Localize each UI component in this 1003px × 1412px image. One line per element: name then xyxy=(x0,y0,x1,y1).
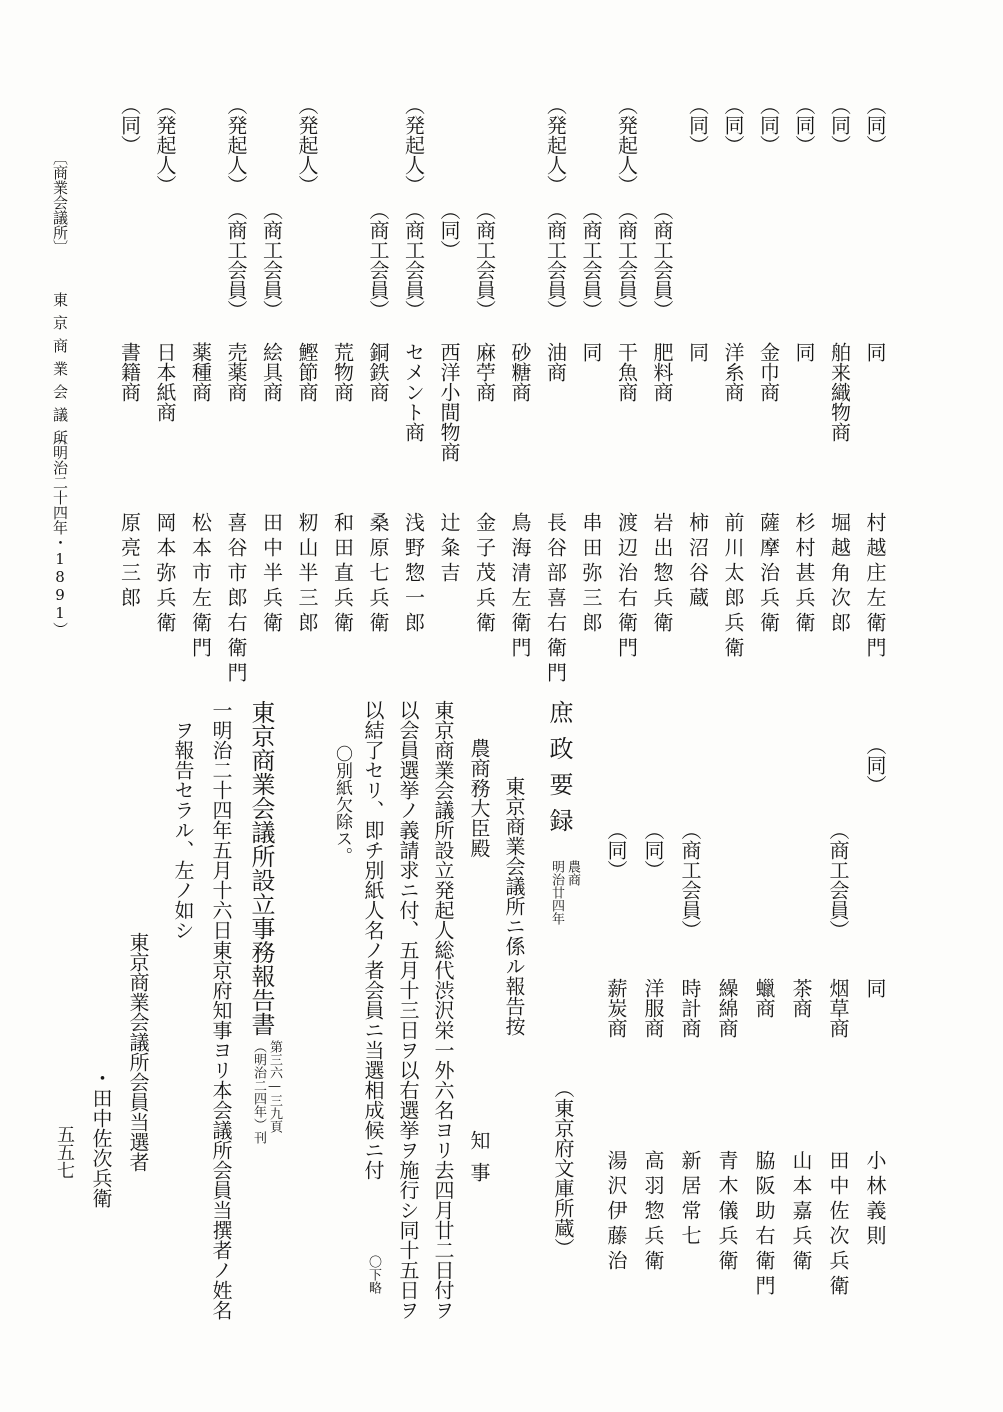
member-trade: 同 xyxy=(685,342,710,362)
member-trade: 肥料商 xyxy=(650,342,674,402)
member-group: （商工会員） xyxy=(366,200,390,320)
member-trade: 麻苧商 xyxy=(472,342,497,402)
member-role: （同） xyxy=(721,95,745,155)
member-name: 串田弥三郎 xyxy=(579,512,603,637)
member-lower-trade: 茶商 xyxy=(789,978,813,1018)
report-meta-line2: （明治二四年）刊 xyxy=(251,1040,266,1144)
shomu-sender: 知事 xyxy=(467,1130,491,1194)
member-lower-group: （同） xyxy=(641,820,665,880)
member-role: （同） xyxy=(863,95,887,155)
member-name: 村越庄左衛門 xyxy=(863,512,887,662)
member-group: （商工会員） xyxy=(650,200,674,320)
member-role: （同） xyxy=(685,95,710,155)
shomu-tag-line2: 明治廿四年 xyxy=(549,860,564,925)
member-lower-trade: 繰綿商 xyxy=(715,978,739,1038)
member-name: 辻粂吉 xyxy=(437,512,461,587)
member-role: （同） xyxy=(756,95,781,155)
member-trade: 干魚商 xyxy=(614,342,639,402)
member-name: 堀越角次郎 xyxy=(827,512,852,637)
member-lower-trade: 洋服商 xyxy=(641,978,665,1038)
member-trade: 油商 xyxy=(543,342,568,382)
member-name: 田中半兵衛 xyxy=(259,512,284,637)
member-name: 浅野惣一郎 xyxy=(401,512,426,637)
member-trade: 書籍商 xyxy=(117,342,142,402)
member-trade: 金巾商 xyxy=(756,342,781,402)
member-trade: 鰹節商 xyxy=(295,342,319,402)
shomu-subject: 東京商業会議所ニ係ル報告按 xyxy=(502,776,526,1036)
member-trade: 日本紙商 xyxy=(153,342,177,422)
member-lower-name: 青木儀兵衛 xyxy=(715,1150,739,1275)
member-trade: 同 xyxy=(792,342,816,362)
member-role: （発起人） xyxy=(401,95,426,195)
member-lower-name: 小林義則 xyxy=(863,1150,887,1250)
member-name: 原亮三郎 xyxy=(117,512,142,612)
member-trade: 銅鉄商 xyxy=(366,342,390,402)
member-name: 松本市左衛門 xyxy=(188,512,213,662)
member-lower-name: 山本嘉兵衛 xyxy=(789,1150,813,1275)
header-title: 東京商業会議所 xyxy=(51,292,69,453)
member-name: 長谷部喜右衛門 xyxy=(543,512,568,687)
member-name: 和田直兵衛 xyxy=(330,512,355,637)
shomu-body-1: 東京商業会議所設立発起人総代渋沢栄一外六名ヨリ去四月廿二日付ヲ xyxy=(431,700,455,1320)
member-lower-name: 高羽惣兵衛 xyxy=(641,1150,665,1275)
member-role: （発起人） xyxy=(614,95,639,195)
member-trade: セメント商 xyxy=(401,342,426,442)
member-lower-trade: 時計商 xyxy=(678,978,702,1038)
member-lower-trade: 薪炭商 xyxy=(604,978,628,1038)
member-role: （発起人） xyxy=(295,95,319,195)
report-title: 東京商業会議所設立事務報告書 xyxy=(247,700,275,1036)
member-name: 岩出惣兵衛 xyxy=(650,512,674,637)
member-role: （発起人） xyxy=(543,95,568,195)
member-lower-name: 田中佐次兵衛 xyxy=(826,1150,850,1300)
member-name: 杉村甚兵衛 xyxy=(792,512,816,637)
member-name: 籾山半三郎 xyxy=(295,512,319,637)
member-name: 金子茂兵衛 xyxy=(472,512,497,637)
shomu-tag-line1: 農商 xyxy=(565,860,580,886)
member-group: （商工会員） xyxy=(579,200,603,320)
shomu-attachment-note: 〇別紙欠除ス。 xyxy=(332,745,352,864)
member-group: （商工会員） xyxy=(259,200,284,320)
header-era: （明治二十四年・1891） xyxy=(51,430,69,637)
member-group: （同） xyxy=(437,200,461,260)
member-role: （同） xyxy=(827,95,852,155)
report-list-first: ・田中佐次兵衛 xyxy=(89,1068,113,1208)
member-trade: 荒物商 xyxy=(330,342,355,402)
report-list-heading: 東京商業会議所会員当選者 xyxy=(126,932,150,1172)
member-name: 鳥海清左衛門 xyxy=(508,512,532,662)
member-name: 前川太郎兵衛 xyxy=(721,512,745,662)
member-lower-trade: 同 xyxy=(863,978,887,998)
page-number: 五五七 xyxy=(54,1125,75,1179)
report-body-1: 一明治二十四年五月十六日東京府知事ヨリ本会議所会員当撰者ノ姓名 xyxy=(209,700,233,1320)
member-trade: 洋糸商 xyxy=(721,342,745,402)
member-trade: 売薬商 xyxy=(224,342,248,402)
member-group: （商工会員） xyxy=(614,200,639,320)
member-group: （商工会員） xyxy=(543,200,568,320)
member-lower-trade: 蠟商 xyxy=(752,978,776,1018)
member-lower-name: 脇阪助右衛門 xyxy=(752,1150,776,1300)
member-role: （同） xyxy=(792,95,816,155)
member-trade: 西洋小間物商 xyxy=(437,342,461,462)
member-trade: 舶来織物商 xyxy=(827,342,852,442)
member-name: 柿沼谷蔵 xyxy=(685,512,710,612)
member-trade: 絵具商 xyxy=(259,342,284,402)
report-body-2: ヲ報告セラル、左ノ如シ xyxy=(171,720,195,940)
member-trade: 同 xyxy=(579,342,603,362)
member-role: （発起人） xyxy=(224,95,248,195)
shomu-body-3: 以結了セリ、即チ別紙人名ノ者会員ニ当選相成候ニ付 xyxy=(361,700,385,1180)
member-name: 喜谷市郎右衛門 xyxy=(224,512,248,687)
member-trade: 薬種商 xyxy=(188,342,213,402)
member-lower-role: （同） xyxy=(863,735,887,795)
shomu-addressee: 農商務大臣殿 xyxy=(467,738,491,858)
member-name: 薩摩治兵衛 xyxy=(756,512,781,637)
member-lower-group: （商工会員） xyxy=(678,820,702,940)
member-lower-trade: 烟草商 xyxy=(826,978,850,1038)
member-lower-name: 湯沢伊藤治 xyxy=(604,1150,628,1275)
shomu-omit-mark: 〇下略 xyxy=(366,1255,381,1294)
member-group: （商工会員） xyxy=(401,200,426,320)
member-lower-group: （同） xyxy=(604,820,628,880)
member-group: （商工会員） xyxy=(224,200,248,320)
member-role: （発起人） xyxy=(153,95,177,195)
shomu-heading: 庶政要録 xyxy=(545,700,573,844)
member-lower-name: 新居常七 xyxy=(678,1150,702,1250)
member-lower-group: （商工会員） xyxy=(826,820,850,940)
header-category: 〔商業会議所〕 xyxy=(51,150,69,255)
member-group: （商工会員） xyxy=(472,200,497,320)
member-trade: 同 xyxy=(863,342,887,362)
shomu-body-2: 以会員選挙ノ義請求ニ付、五月十三日ヲ以右選挙ヲ施行シ同十五日ヲ xyxy=(396,700,420,1320)
member-name: 岡本弥兵衛 xyxy=(153,512,177,637)
member-name: 渡辺治右衛門 xyxy=(614,512,639,662)
source-note: （東京府文庫所蔵） xyxy=(551,1078,575,1258)
member-role: （同） xyxy=(117,95,142,155)
report-meta-line1: 第三六—三九頁 xyxy=(267,1040,282,1133)
member-trade: 砂糖商 xyxy=(508,342,532,402)
member-name: 桑原七兵衛 xyxy=(366,512,390,637)
